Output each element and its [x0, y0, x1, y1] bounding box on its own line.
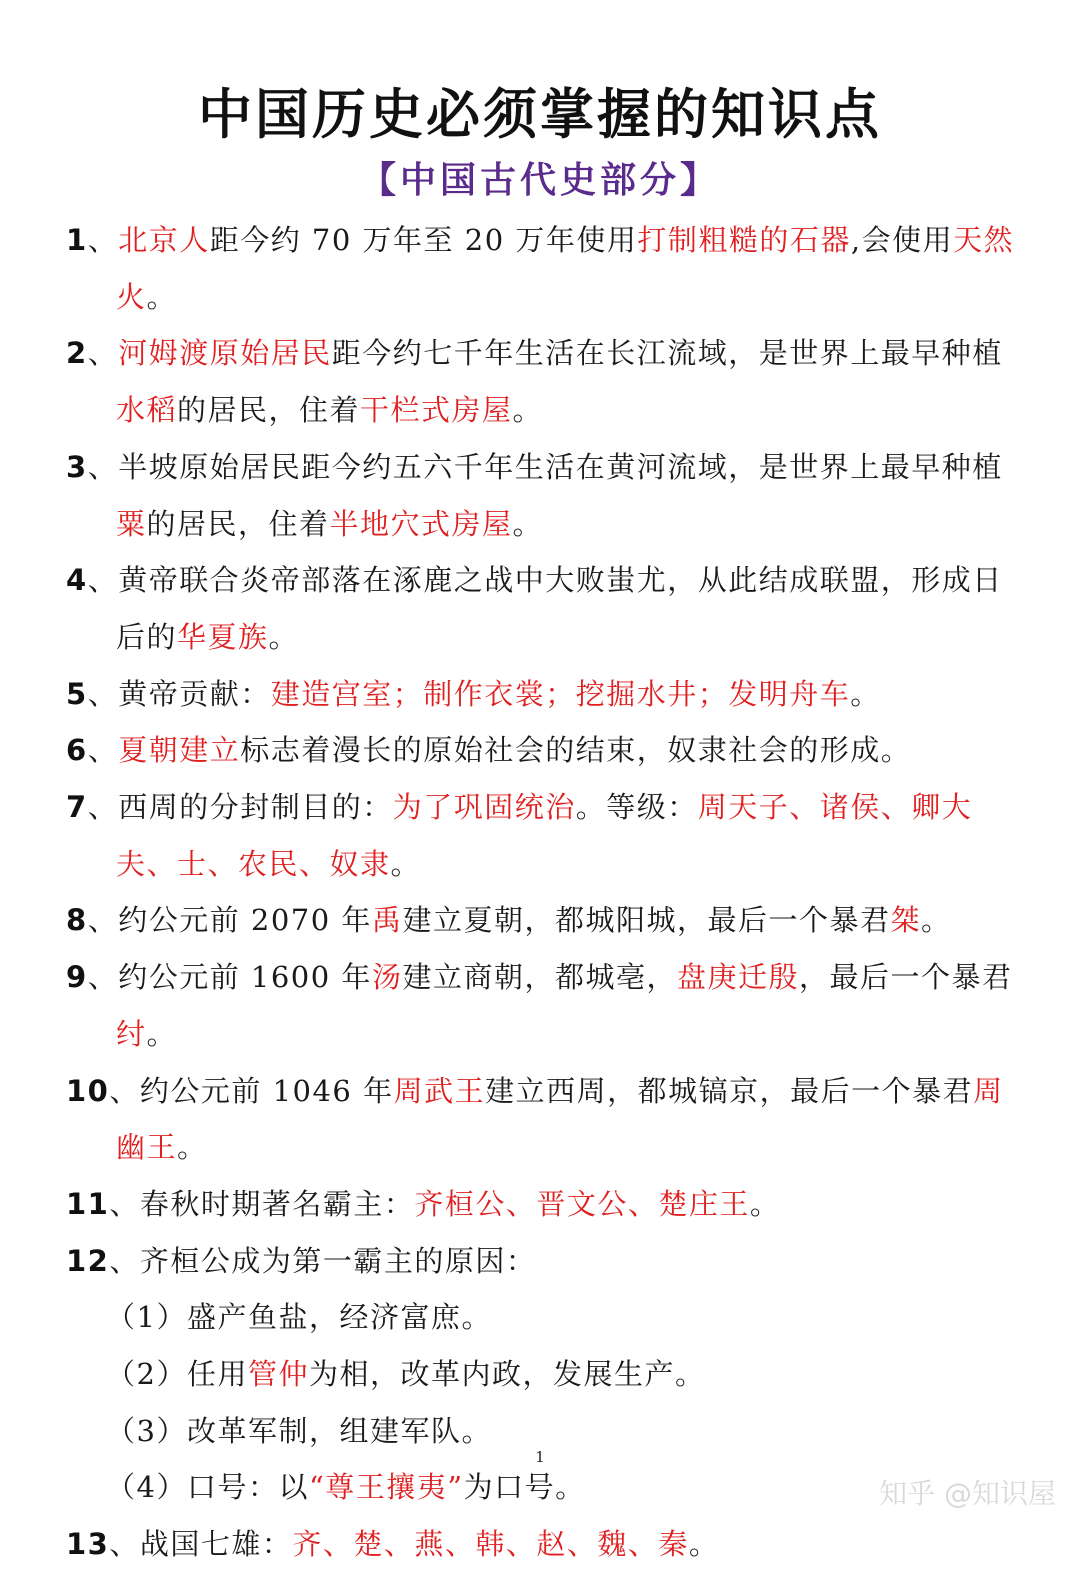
sub-item [66, 1346, 1026, 1403]
item-number: 11 [66, 1186, 110, 1221]
knowledge-item-10 [66, 1063, 1026, 1176]
knowledge-item-1 [66, 212, 1026, 325]
body-text: 建立商朝，都城亳， [402, 960, 677, 995]
highlight-text: 盘庚迁殷 [676, 960, 799, 995]
knowledge-item-12 [66, 1233, 1026, 1290]
knowledge-item-3 [66, 439, 1026, 552]
body-text: 。 [177, 1130, 208, 1165]
body-text: ,会使用 [850, 223, 954, 257]
item-number: 9 [66, 960, 88, 995]
body-text: 建立西周，都城镐京，最后一个暴君 [485, 1073, 974, 1108]
knowledge-list [66, 212, 1026, 1573]
body-text: 距今约 70 万年至 20 万年使用 [209, 223, 638, 257]
item-number: 6 [66, 733, 88, 768]
body-text: （1）盛产鱼盐，经济富庶。 [106, 1300, 492, 1335]
body-text: 、黄帝联合炎帝部落在涿鹿之战中大败蚩尤，从此结成联盟，形成日后的 [87, 563, 1003, 654]
body-text: 标志着漫长的原始社会的结束，奴隶社会的形成。 [240, 733, 912, 768]
highlight-text: 周天子、诸侯、卿大夫、士、农民、奴隶 [116, 790, 973, 881]
highlight-text: 北京人 [118, 223, 210, 257]
knowledge-item-6 [66, 722, 1026, 779]
body-text: 、黄帝贡献： [87, 676, 271, 711]
item-number: 5 [66, 676, 88, 711]
highlight-text: 半地穴式房屋 [329, 506, 513, 541]
body-text: ，最后一个暴君 [798, 960, 1013, 995]
highlight-text: 华夏族 [177, 619, 269, 654]
knowledge-item-4 [66, 552, 1026, 665]
item-number: 8 [66, 903, 88, 938]
knowledge-item-5 [66, 666, 1026, 723]
knowledge-item-11 [66, 1176, 1026, 1233]
highlight-text: 周幽王 [116, 1073, 1004, 1165]
body-text: （4）口号：以 [106, 1470, 309, 1505]
item-number: 13 [66, 1527, 110, 1562]
body-text: 、齐桓公成为第一霸主的原因： [109, 1243, 537, 1278]
knowledge-item-2 [66, 325, 1026, 438]
body-text: 。 [146, 279, 178, 314]
body-text: 。 [146, 1016, 178, 1051]
sub-item [66, 1289, 1026, 1346]
highlight-text: 建造宫室；制作衣裳；挖掘水井；发明舟车 [270, 676, 851, 711]
knowledge-item-7 [66, 779, 1026, 892]
knowledge-item-9 [66, 949, 1026, 1062]
body-text: 、西周的分封制目的： [87, 790, 393, 825]
item-number: 7 [66, 790, 88, 825]
highlight-text: “尊王攘夷” [308, 1470, 464, 1505]
body-text: 、战国七雄： [109, 1527, 293, 1562]
item-number: 12 [66, 1243, 110, 1278]
knowledge-item-13 [66, 1516, 1026, 1573]
body-text: 建立夏朝，都城阳城，最后一个暴君 [402, 903, 891, 938]
highlight-text: 天然火 [116, 223, 1015, 314]
body-text: 。 [920, 903, 952, 938]
highlight-text: 齐桓公、晋文公、楚庄王 [414, 1186, 750, 1221]
body-text: 。 [268, 619, 300, 654]
body-text: 的居民，住着 [177, 393, 361, 428]
item-number: 3 [66, 449, 88, 484]
highlight-text: 水稻 [116, 393, 178, 428]
body-text: 、约公元前 1046 年 [109, 1073, 394, 1108]
highlight-text: 禹 [371, 903, 403, 938]
section-subtitle: 【中国古代史部分】 [359, 159, 720, 201]
highlight-text: 为了巩固统治 [392, 790, 576, 825]
item-number: 10 [66, 1073, 110, 1108]
highlight-text: 河姆渡原始居民 [118, 336, 332, 371]
body-text: （3）改革军制，组建军队。 [106, 1413, 492, 1448]
highlight-text: 夏朝建立 [118, 733, 241, 768]
item-number: 1 [66, 223, 88, 257]
body-text: 为相，改革内政，发展生产。 [308, 1357, 706, 1392]
highlight-text: 纣 [116, 1016, 147, 1051]
knowledge-item-8 [66, 892, 1026, 949]
body-text: 的居民，住着 [146, 506, 330, 541]
highlight-text: 齐、楚、燕、韩、赵、魏、秦 [292, 1527, 689, 1562]
page-number: 1 [535, 1448, 545, 1466]
body-text: 、约公元前 1600 年 [87, 960, 372, 995]
item-number: 4 [66, 563, 88, 598]
body-text: 。等级： [575, 790, 698, 825]
body-text: 。 [688, 1527, 720, 1562]
body-text: 。 [850, 676, 881, 711]
body-text: 距今约七千年生活在长江流域，是世界上最早种植 [331, 336, 1003, 371]
watermark: 知乎 @知识屋 [879, 1477, 1056, 1510]
highlight-text: 干栏式房屋 [360, 393, 513, 428]
body-text: 、半坡原始居民距今约五六千年生活在黄河流域，是世界上最早种植 [87, 449, 1003, 484]
body-text: 。 [390, 846, 422, 881]
highlight-text: 汤 [371, 960, 403, 995]
body-text: 、春秋时期著名霸主： [109, 1186, 415, 1221]
body-text: 。 [512, 506, 544, 541]
highlight-text: 打制粗糙的石器 [637, 223, 851, 257]
item-number: 2 [66, 336, 88, 371]
highlight-text: 粟 [116, 506, 147, 541]
highlight-text: 周武王 [393, 1073, 486, 1108]
body-text: 、 [87, 733, 119, 768]
body-text: 为口号。 [463, 1470, 586, 1505]
highlight-text: 桀 [890, 903, 921, 938]
body-text: 、约公元前 2070 年 [87, 903, 372, 938]
body-text: 。 [512, 393, 544, 428]
body-text: 、 [87, 336, 119, 371]
highlight-text: 管仲 [247, 1357, 309, 1392]
page-title: 中国历史必须掌握的知识点 [198, 83, 882, 146]
body-text: （2）任用 [106, 1357, 248, 1392]
body-text: 、 [87, 223, 119, 257]
body-text: 。 [749, 1186, 781, 1221]
